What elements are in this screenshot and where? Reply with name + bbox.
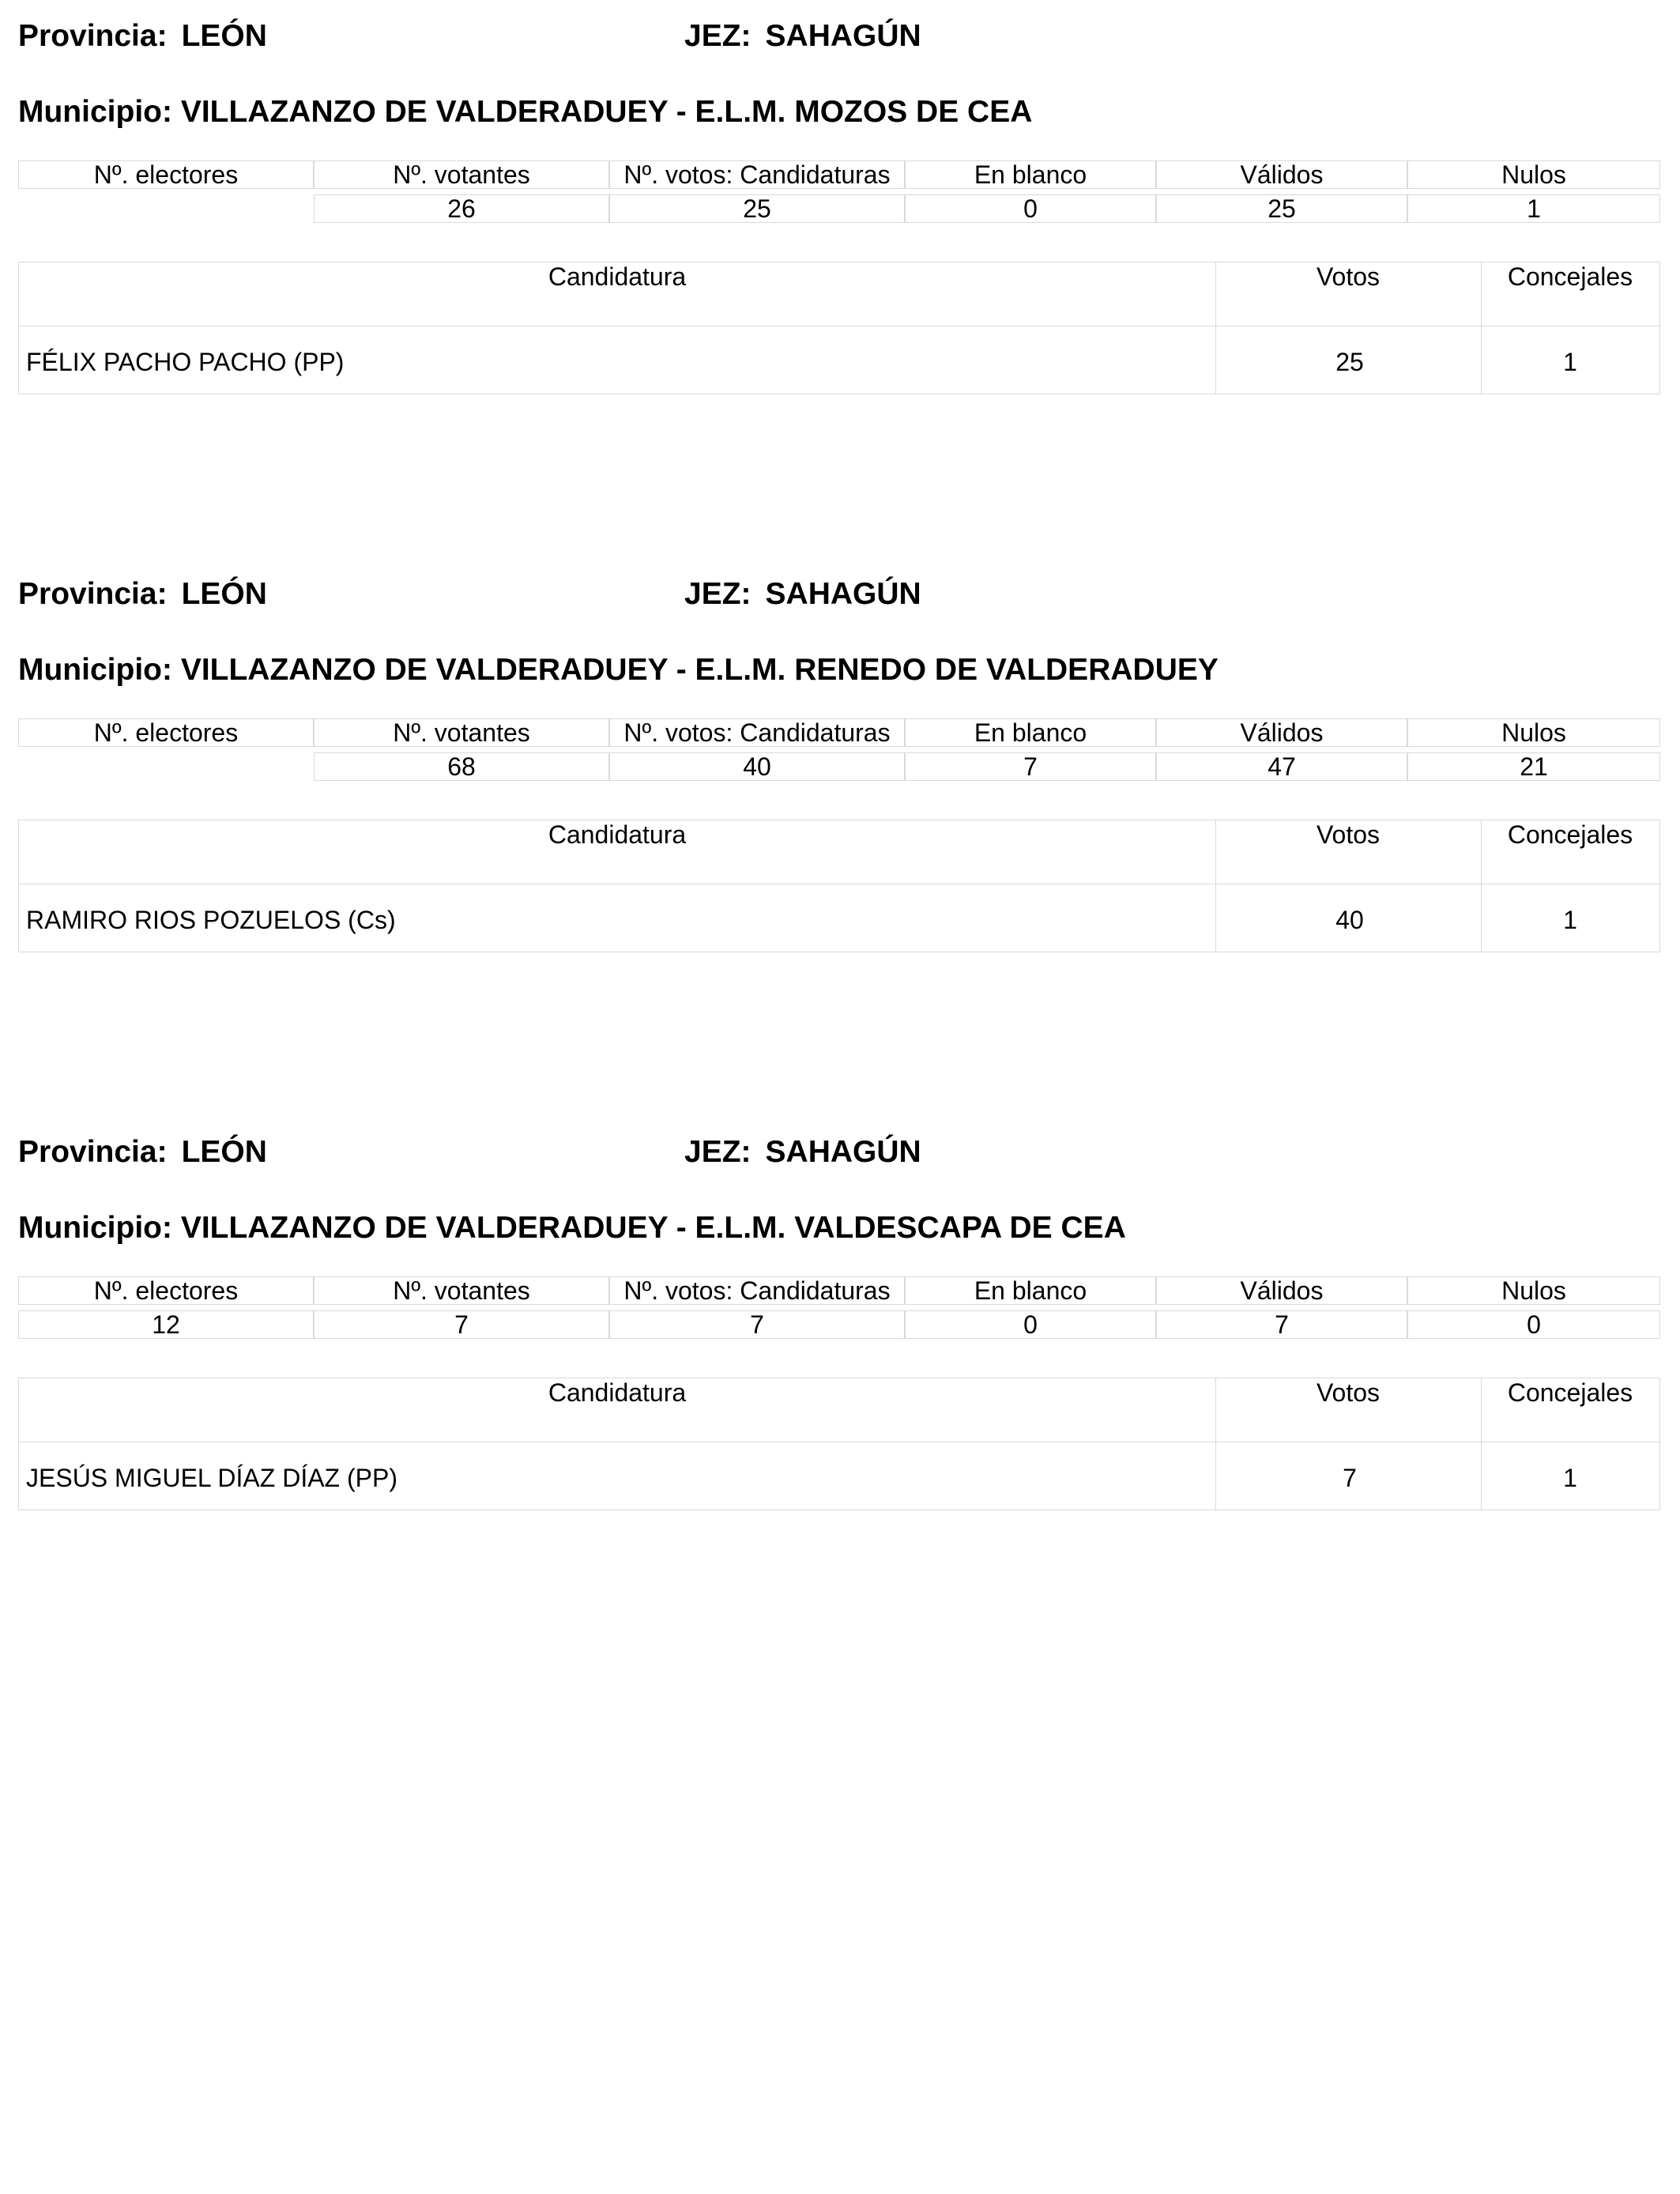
votos-header: Votos [1316, 262, 1381, 291]
stats-value-votantes: 26 [314, 194, 609, 223]
jez-value: SAHAGÚN [765, 577, 921, 611]
stats-value-nulos: 1 [1407, 194, 1660, 223]
stats-header-row [18, 1276, 1660, 1305]
votos-header: Votos [1316, 1378, 1381, 1407]
stats-header-votantes: Nº. votantes [314, 160, 609, 189]
candidatura-name: RAMIRO RIOS POZUELOS (Cs) [26, 906, 396, 934]
stats-value-row [18, 194, 1660, 223]
stats-value-votos-candidaturas: 7 [609, 1310, 905, 1339]
concejales-header: Concejales [1507, 1378, 1633, 1407]
stats-value-validos: 7 [1156, 1310, 1407, 1339]
provincia-header: Provincia: LEÓN [18, 1135, 267, 1169]
stats-value-row [18, 752, 1660, 781]
stats-header-validos: Válidos [1156, 160, 1407, 189]
candidatura-table [18, 1378, 1660, 1510]
stats-header-votos-candidaturas: Nº. votos: Candidaturas [609, 1276, 905, 1305]
provincia-header: Provincia: LEÓN [18, 19, 267, 53]
concejales-header: Concejales [1507, 262, 1633, 291]
candidatura-votos: 25 [1335, 348, 1364, 376]
stats-value-votantes: 7 [314, 1310, 609, 1339]
stats-value-votantes: 68 [314, 752, 609, 781]
candidatura-name: FÉLIX PACHO PACHO (PP) [26, 348, 345, 376]
jez-header: JEZ: SAHAGÚN [684, 19, 921, 53]
stats-header-nulos: Nulos [1407, 718, 1660, 747]
municipio-header: Municipio: VILLAZANZO DE VALDERADUEY - E.L.M. MOZOS DE CEA [18, 95, 1033, 129]
stats-header-votos-candidaturas: Nº. votos: Candidaturas [609, 718, 905, 747]
stats-header-nulos: Nulos [1407, 1276, 1660, 1305]
municipio-value: VILLAZANZO DE VALDERADUEY - E.L.M. MOZOS DE CEA [180, 95, 1033, 129]
candidatura-table [18, 820, 1660, 952]
stats-value-nulos: 21 [1407, 752, 1660, 781]
stats-value-electores: 12 [18, 1310, 314, 1339]
stats-value-electores [18, 752, 314, 781]
stats-header-electores: Nº. electores [18, 718, 314, 747]
stats-value-nulos: 0 [1407, 1310, 1660, 1339]
stats-header-electores: Nº. electores [18, 160, 314, 189]
stats-value-row [18, 1310, 1660, 1339]
municipio-header: Municipio: VILLAZANZO DE VALDERADUEY - E.L.M. VALDESCAPA DE CEA [18, 1211, 1126, 1245]
candidatura-header: Candidatura [548, 262, 687, 291]
municipio-value: VILLAZANZO DE VALDERADUEY - E.L.M. RENEDO DE VALDERADUEY [180, 653, 1219, 687]
stats-table [18, 160, 1660, 224]
stats-table [18, 718, 1660, 782]
stats-value-votos-candidaturas: 40 [609, 752, 905, 781]
stats-header-row [18, 160, 1660, 189]
candidatura-header: Candidatura [548, 820, 687, 849]
candidatura-header: Candidatura [548, 1378, 687, 1407]
provincia-value: LEÓN [181, 19, 267, 53]
stats-header-votantes: Nº. votantes [314, 718, 609, 747]
stats-header-en-blanco: En blanco [905, 1276, 1156, 1305]
jez-value: SAHAGÚN [765, 1135, 921, 1169]
stats-header-nulos: Nulos [1407, 160, 1660, 189]
stats-value-en-blanco: 0 [905, 194, 1156, 223]
provincia-header: Provincia: LEÓN [18, 577, 267, 611]
stats-value-validos: 47 [1156, 752, 1407, 781]
jez-header: JEZ: SAHAGÚN [684, 577, 921, 611]
stats-header-en-blanco: En blanco [905, 160, 1156, 189]
stats-table [18, 1276, 1660, 1340]
stats-header-votos-candidaturas: Nº. votos: Candidaturas [609, 160, 905, 189]
jez-value: SAHAGÚN [765, 19, 921, 53]
stats-value-en-blanco: 7 [905, 752, 1156, 781]
stats-header-electores: Nº. electores [18, 1276, 314, 1305]
stats-value-electores [18, 194, 314, 223]
stats-value-validos: 25 [1156, 194, 1407, 223]
votos-header: Votos [1316, 820, 1381, 849]
provincia-value: LEÓN [181, 1135, 267, 1169]
stats-header-en-blanco: En blanco [905, 718, 1156, 747]
stats-header-validos: Válidos [1156, 718, 1407, 747]
candidatura-concejales: 1 [1563, 348, 1577, 376]
municipio-header: Municipio: VILLAZANZO DE VALDERADUEY - E.L.M. RENEDO DE VALDERADUEY [18, 653, 1219, 687]
concejales-header: Concejales [1507, 820, 1633, 849]
stats-value-en-blanco: 0 [905, 1310, 1156, 1339]
municipio-value: VILLAZANZO DE VALDERADUEY - E.L.M. VALDESCAPA DE CEA [180, 1211, 1126, 1245]
stats-value-votos-candidaturas: 25 [609, 194, 905, 223]
candidatura-votos: 7 [1343, 1464, 1357, 1492]
jez-header: JEZ: SAHAGÚN [684, 1135, 921, 1169]
candidatura-concejales: 1 [1563, 906, 1577, 934]
provincia-value: LEÓN [181, 577, 267, 611]
stats-header-votantes: Nº. votantes [314, 1276, 609, 1305]
stats-header-validos: Válidos [1156, 1276, 1407, 1305]
candidatura-table [18, 262, 1660, 394]
candidatura-concejales: 1 [1563, 1464, 1577, 1492]
candidatura-votos: 40 [1335, 906, 1364, 934]
candidatura-name: JESÚS MIGUEL DÍAZ DÍAZ (PP) [26, 1464, 397, 1492]
stats-header-row [18, 718, 1660, 747]
